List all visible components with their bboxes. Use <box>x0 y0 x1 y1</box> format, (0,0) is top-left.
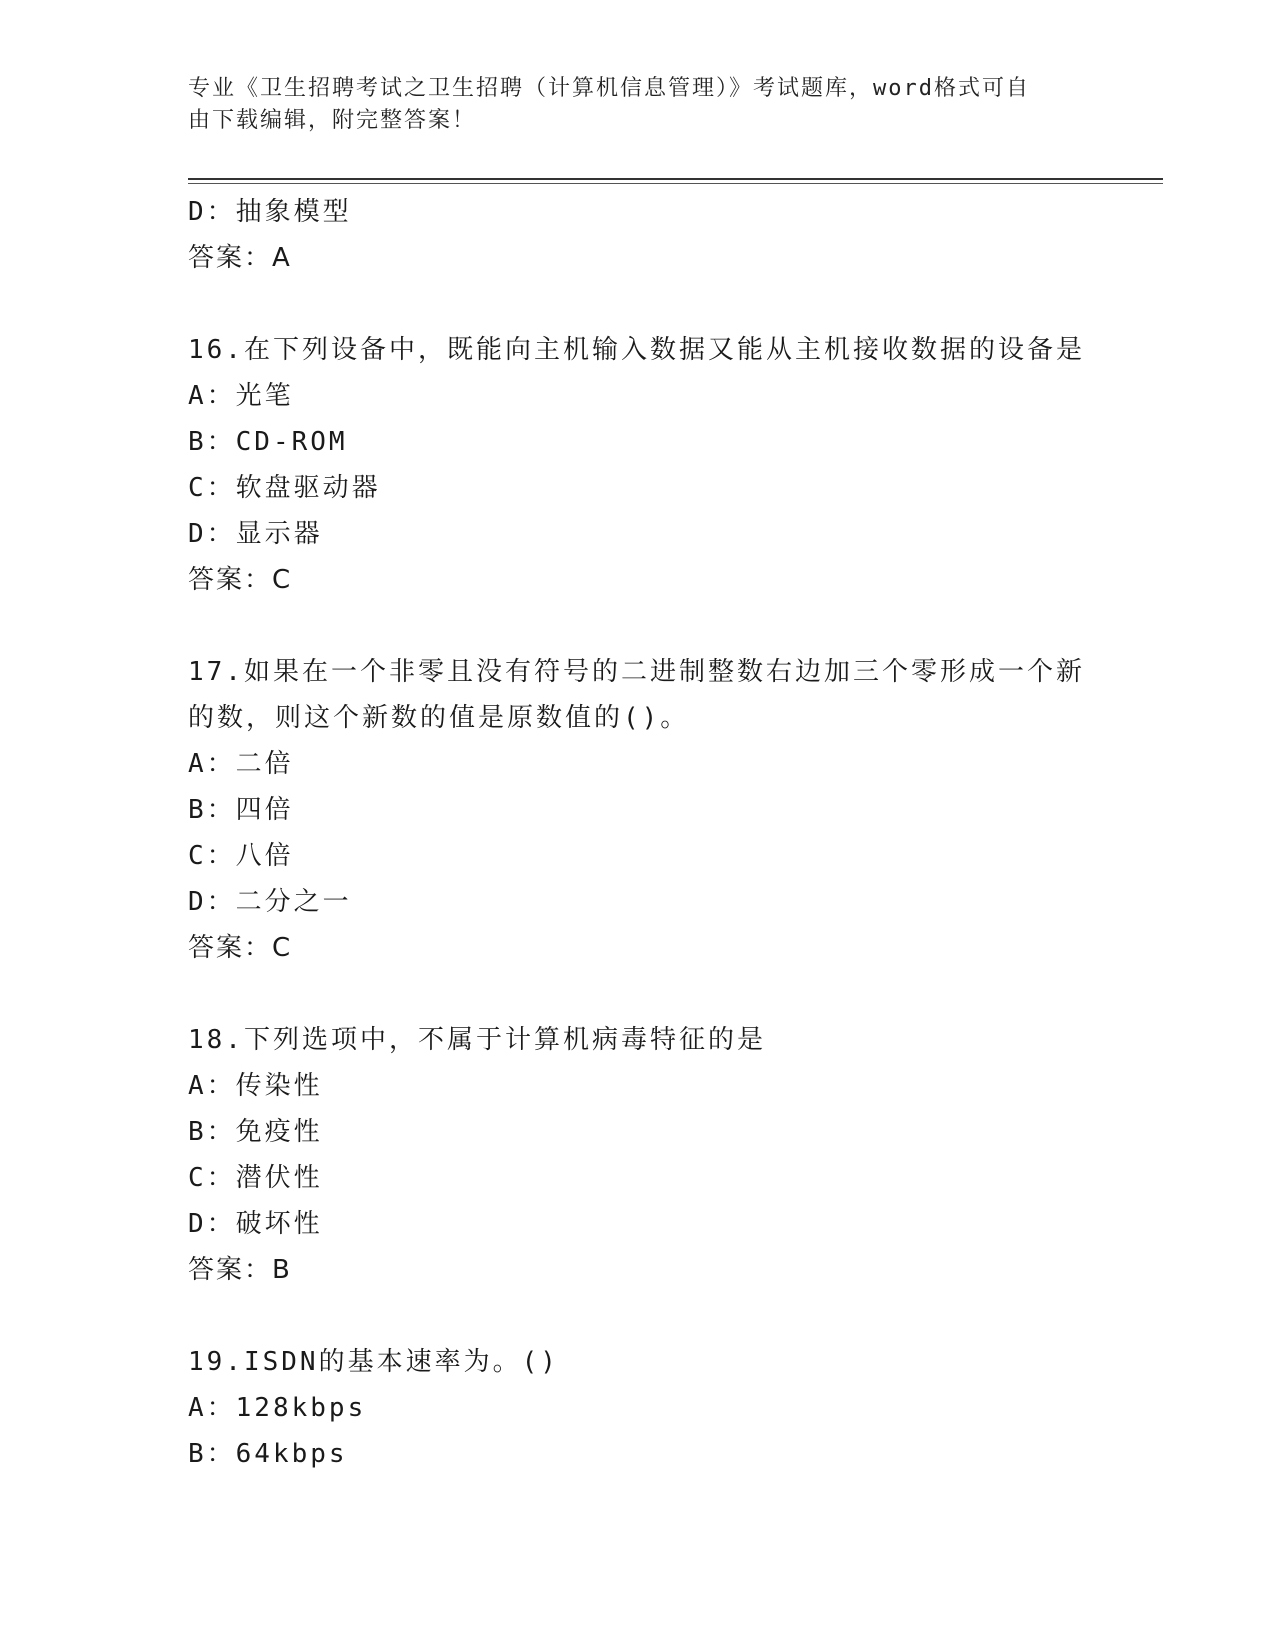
question-19 <box>188 1339 1088 1477</box>
option-d: D：抽象模型 <box>188 197 352 227</box>
option-c: C：软盘驱动器 <box>188 473 381 503</box>
option-d: D：显示器 <box>188 519 323 549</box>
header-line-2: 由下载编辑，附完整答案！ <box>188 108 477 133</box>
option-a: A：传染性 <box>188 1071 323 1101</box>
document-header <box>188 73 1068 137</box>
header-divider-thick <box>188 178 1163 180</box>
answer-line: 答案：C <box>188 933 293 963</box>
option-a: A：128kbps <box>188 1393 367 1423</box>
question-list <box>188 189 1088 1477</box>
question-text-continued: 的数，则这个新数的值是原数值的()。 <box>188 703 690 733</box>
option-d: D：破坏性 <box>188 1209 323 1239</box>
option-c: C：潜伏性 <box>188 1163 323 1193</box>
option-d: D：二分之一 <box>188 887 352 917</box>
answer-line: 答案：B <box>188 1255 292 1285</box>
option-b: B：CD-ROM <box>188 427 348 457</box>
option-a: A：二倍 <box>188 749 294 779</box>
answer-line: 答案：A <box>188 243 292 273</box>
option-c: C：八倍 <box>188 841 294 871</box>
option-b: B：免疫性 <box>188 1117 323 1147</box>
option-a: A：光笔 <box>188 381 294 411</box>
option-b: B：64kbps <box>188 1439 348 1469</box>
question-text: 18.下列选项中，不属于计算机病毒特征的是 <box>188 1025 766 1055</box>
answer-line: 答案：C <box>188 565 293 595</box>
option-b: B：四倍 <box>188 795 294 825</box>
question-16 <box>188 327 1088 603</box>
header-line-1: 专业《卫生招聘考试之卫生招聘（计算机信息管理）》考试题库，word格式可自 <box>188 76 1030 101</box>
header-divider-thin <box>188 183 1163 184</box>
question-18 <box>188 1017 1088 1293</box>
question-17 <box>188 649 1088 971</box>
question-text: 17.如果在一个非零且没有符号的二进制整数右边加三个零形成一个新 <box>188 657 1085 687</box>
question-text: 16.在下列设备中，既能向主机输入数据又能从主机接收数据的设备是 <box>188 335 1085 365</box>
question-text: 19.ISDN的基本速率为。() <box>188 1347 559 1377</box>
